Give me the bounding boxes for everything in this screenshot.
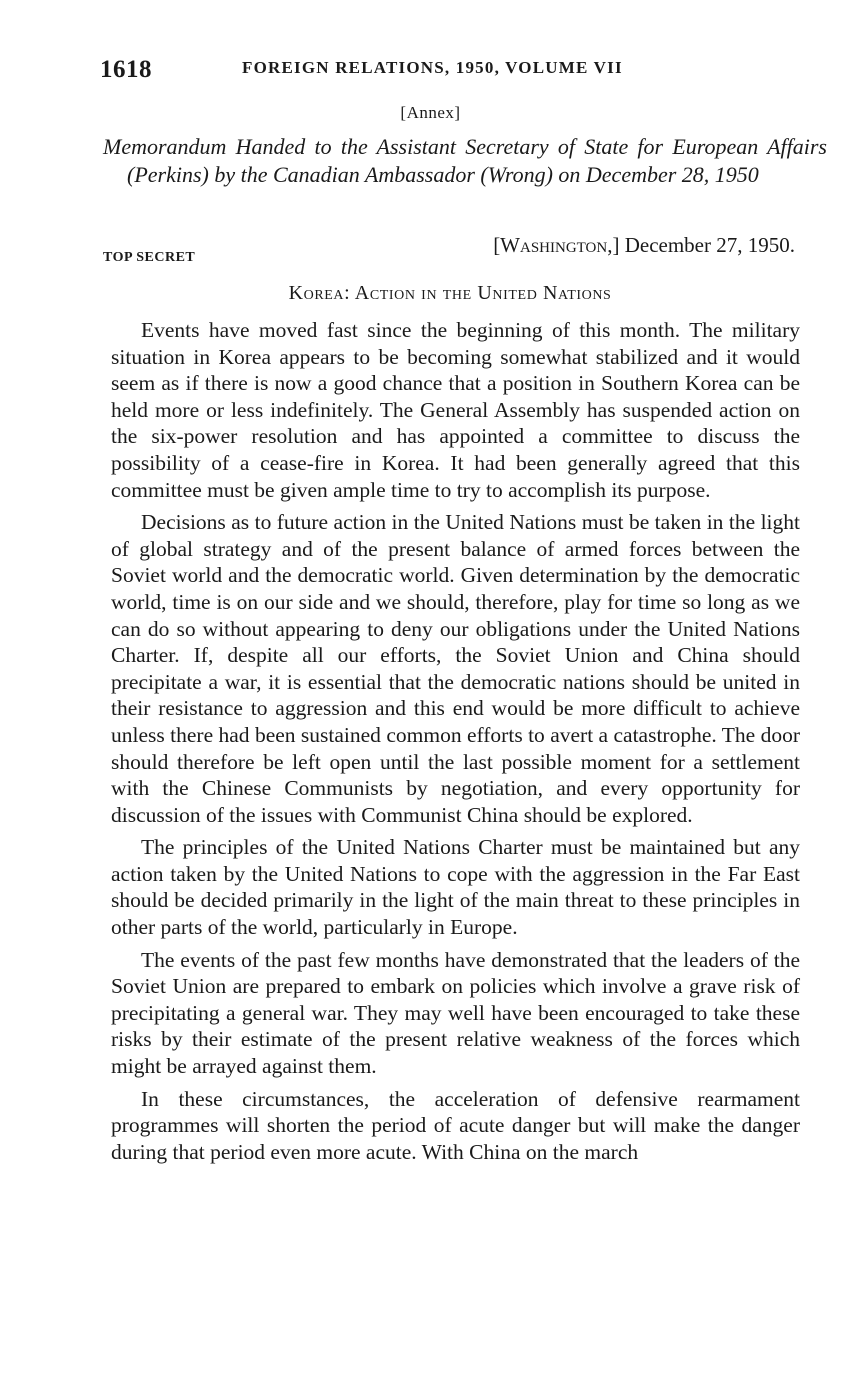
paragraph: Events have moved fast since the beginning of this month. The military situation in Korea appears to be becoming somewhat stabilized and it would seem as if there is now a good chance that a position in Southern Korea can be held more or less indefinitely. The General Assembly has suspended action on the six-power resolution and has appointed a committee to discuss the possibility of a cease-fire in Korea. It had been generally agreed that this committee must be given ample time to try to accomplish its purpose. bbox=[111, 318, 800, 502]
body-text bbox=[111, 317, 800, 1171]
memo-title: Memorandum Handed to the Assistant Secretary of State for European Affairs (Perkins) by the Canadian Ambassador (Wrong) on December 28, 1950 bbox=[103, 134, 827, 187]
paragraph: The events of the past few months have demonstrated that the leaders of the Soviet Union are prepared to embark on policies which involve a grave risk of precipitating a general war. They may well have been encouraged to take these risks by their estimate of the present relative weakness of the forces which might be arrayed against them. bbox=[111, 947, 800, 1079]
paragraph: In these circumstances, the acceleration of defensive rearmament programmes will shorten the period of acute danger but will make the danger during that period even more acute. With China on the march bbox=[111, 1086, 800, 1164]
paragraph: The principles of the United Nations Charter must be maintained but any action taken by the United Nations to cope with the aggression in the Far East should be decided primarily in the light of the main threat to these principles in other parts of the world, particularly in Europe. bbox=[111, 835, 800, 940]
dateline-date: December 27, 1950. bbox=[624, 233, 795, 257]
running-head: FOREIGN RELATIONS, 1950, VOLUME VII bbox=[242, 58, 623, 77]
section-heading: Korea: Action in the United Nations bbox=[288, 282, 612, 304]
classification-label: TOP SECRET bbox=[103, 250, 196, 265]
page-number: 1618 bbox=[100, 56, 152, 83]
dateline bbox=[440, 233, 795, 258]
dateline-place: [Washington,] bbox=[493, 233, 620, 257]
annex-label: [Annex] bbox=[400, 103, 461, 122]
paragraph: Decisions as to future action in the United Nations must be taken in the light of global strategy and of the present balance of armed forces between the Soviet world and the democratic world. Given determination by the democratic world, time is on our side and we should, therefore, play for time so long as we can do so without appearing to deny our obligations under the United Nations Charter. If, despite all our efforts, the Soviet Union and China should precipitate a war, it is essential that the democratic nations should be united in their resistance to aggression and this end would be more difficult to achieve unless there had been sustained common efforts to avert a catastrophe. The door should therefore be left open until the last possible moment for a settlement with the Chinese Communists by negotiation, and every opportunity for discussion of the issues with Communist China should be explored. bbox=[111, 510, 800, 827]
